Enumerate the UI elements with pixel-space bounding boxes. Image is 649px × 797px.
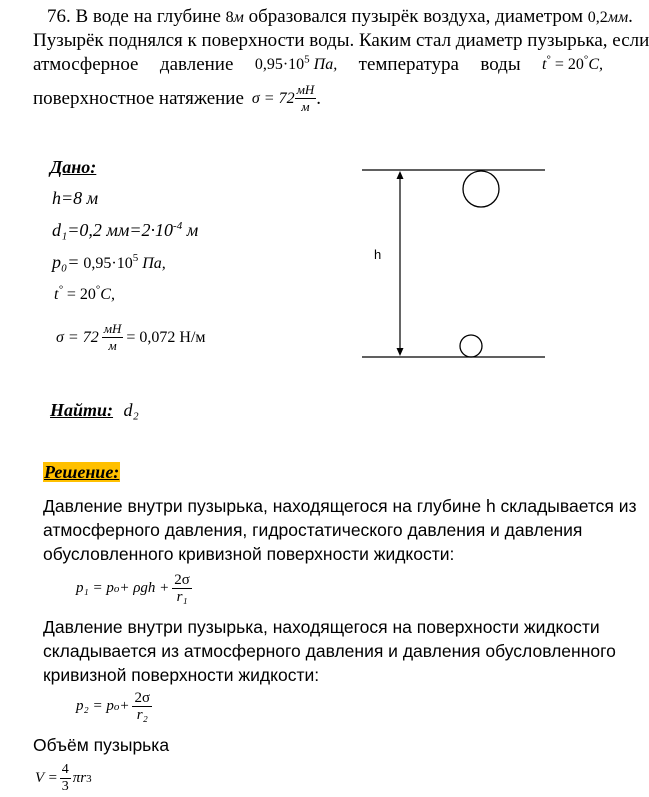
small-bubble	[460, 335, 482, 357]
problem-line-4: поверхностное натяжение σ = 72 $\frac{мН}{м}$ .	[33, 82, 322, 114]
h-label: h	[374, 247, 382, 262]
find-line: Найти: d₂	[50, 400, 139, 420]
h-arrow-head-bottom	[397, 348, 404, 356]
h-arrow-head-top	[397, 171, 404, 179]
given-title: Дано:	[50, 157, 97, 177]
equation-3: V = $\frac{4}{3}$ πr 3	[35, 762, 92, 794]
problem-line-3: атмосферное давление $0,95\cdot 10^5$ Па, температура воды t° = 20°C,	[33, 53, 603, 75]
depth-diagram	[360, 160, 560, 370]
problem-line-2: Пузырёк поднялся к поверхности воды. Каким стал диаметр пузырька, если	[33, 30, 649, 51]
solution-para-3: Объём пузырька	[33, 735, 170, 755]
large-bubble	[463, 171, 499, 207]
equation-2: p₂ = p o + $\frac{2\sigma}{\text{r₂}}$	[76, 690, 151, 723]
problem-number: 76.	[47, 6, 71, 27]
problem-line-1: 76. В воде на глубине 8м образовался пузырёк воздуха, диаметром 0,2мм.	[47, 6, 633, 27]
given-d1: d₁=0,2 $мм=2\cdot 10^{-4}$ м	[52, 220, 199, 240]
given-p0: $p_0= 0,95\cdot 10^5$ Па,	[52, 252, 166, 272]
solution-para-2: Давление внутри пузырька, находящегося на поверхности жидкости складывается из атмосферного давления и давления обусловленного кривизной поверхности жидкости:	[43, 617, 616, 685]
solution-title: Решение:	[44, 462, 120, 482]
given-t: t° = 20°C,	[54, 283, 115, 303]
given-h: h=8 м	[52, 188, 99, 208]
given-sigma: σ = 72 $\frac{мН}{м}$ = 0,072 Н/м	[56, 321, 206, 353]
solution-para-1: Давление внутри пузырька, находящегося на глубине h складывается из атмосферного давления, гидростатического давления и давления обусловленного кривизной поверхности жидкости:	[43, 496, 637, 564]
equation-1: p₁ = p o + ρgh + $\frac{2\sigma}{\text{r₁}}$	[76, 572, 190, 605]
